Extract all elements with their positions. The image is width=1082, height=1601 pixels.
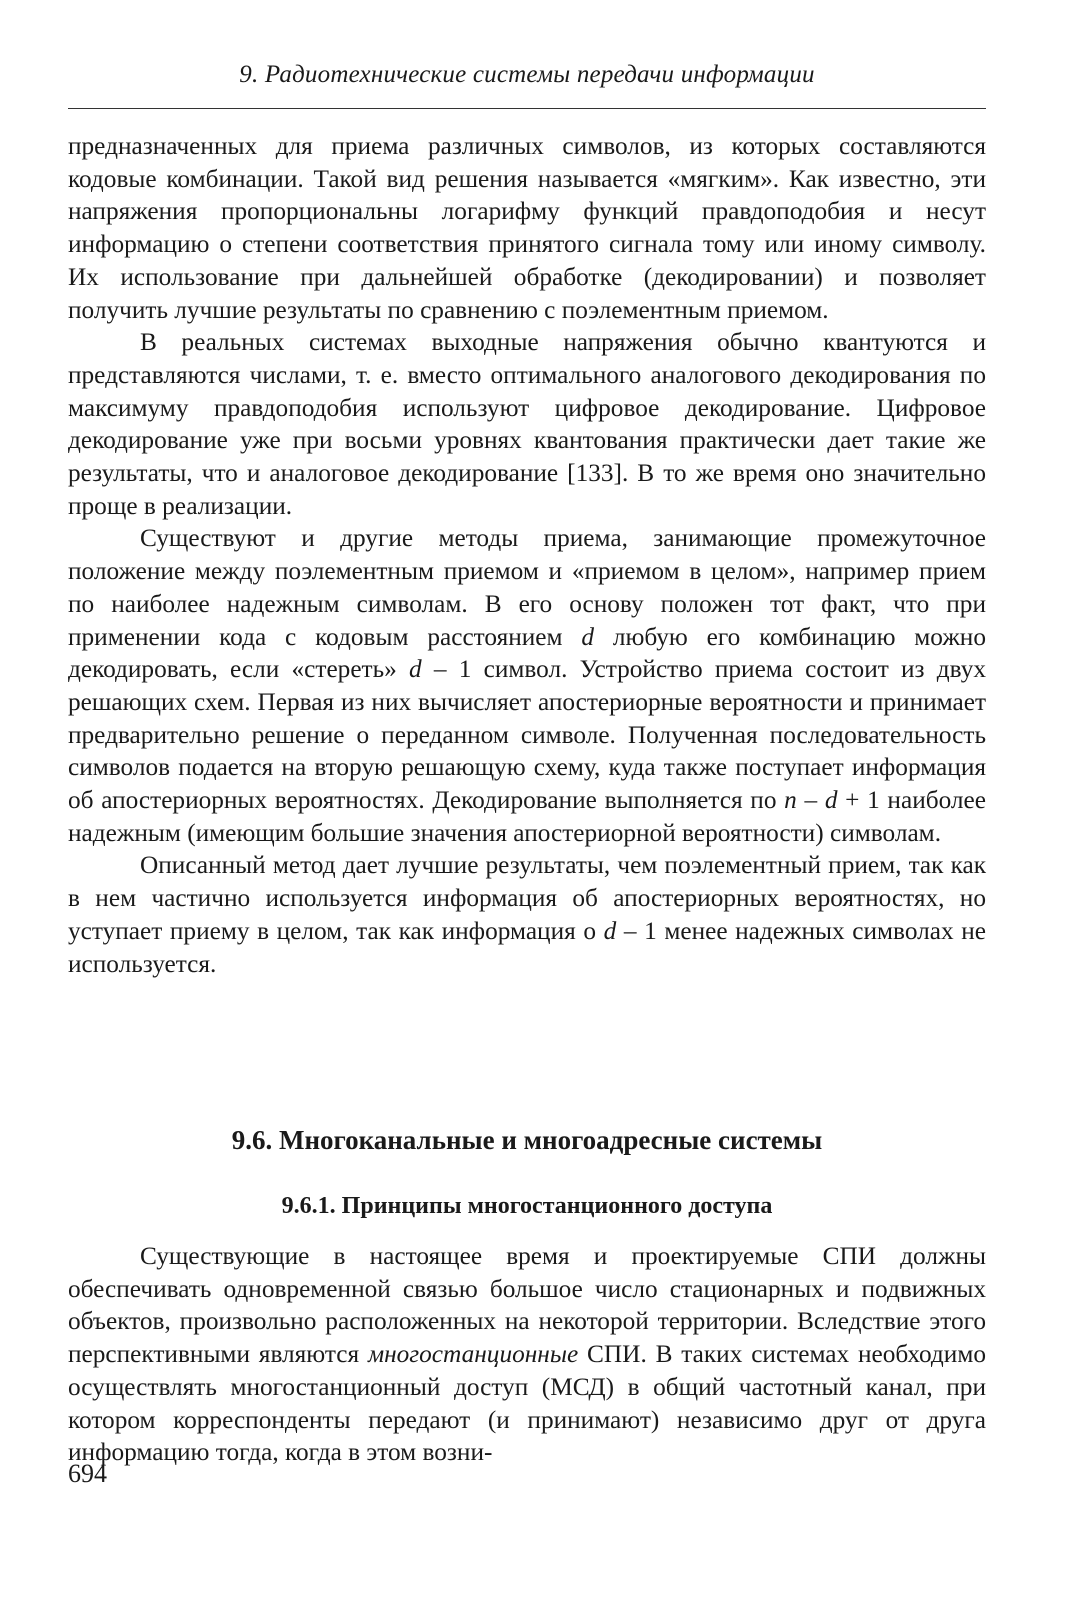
text-run: Существуют и другие методы приема, занимающие промежуточное положение между поэлементным приемом и «приемом в целом», например прием по наиболее надежным символам. В его основу положен тот факт, что при применении кода с кодовым расстоянием	[68, 524, 986, 651]
text-run: СПИ. В таких системах необходимо осуществлять многостанционный доступ (МСД) в общий частотный канал, при котором корреспонденты передают (и принимают) независимо друг от друга информацию тогда, когда в этом возни-	[68, 1340, 986, 1467]
paragraph-continuation	[68, 130, 986, 326]
running-header: 9. Радиотехнические системы передачи информации	[239, 61, 815, 88]
text-run: + 1 наиболее надежным (имеющим большие значения апостериорной вероятности) символам.	[68, 786, 986, 847]
text-run: предназначенных для приема различных символов, из которых составляются кодовые комбинации. Такой вид решения называется «мягким». Как известно, эти напряжения пропорциональны логарифму функций правдоподобия и несут информацию о степени соответствия принятого сигнала тому или иному символу. Их использование при дальнейшей обработке (декодировании) и позволяет получить лучшие результаты по сравнению с поэлементным приемом.	[68, 132, 986, 324]
text-run: любую его комбинацию можно декодировать, если «стереть»	[68, 622, 986, 684]
paragraph	[68, 326, 986, 522]
text-run: – 1 символ. Устройство приема состоит из двух решающих схем. Первая из них вычисляет апостериорные вероятности и принимает предварительно решение о переданном символе. Полученная последовательность символов подается на вторую решающую схему, куда также поступает информация об апостериорных вероятностях. Декодирование выполняется по	[68, 655, 986, 815]
paragraph	[68, 849, 986, 980]
subsection-heading: 9.6.1. Принципы многостанционного доступа	[281, 1193, 773, 1219]
math-variable: n	[784, 786, 797, 815]
math-variable: d	[824, 786, 838, 815]
math-variable: d	[409, 655, 422, 684]
text-run: В реальных системах выходные напряжения обычно квантуются и представляются числами, т. е. вместо оптимального аналогового декодирования по максимуму правдоподобия используют цифровое декодирование. Цифровое декодирование уже при восьми уровнях квантования практически дает такие же результаты, что и аналоговое декодирование [133]. В то же время оно значительно проще в реализации.	[68, 328, 986, 520]
header-rule	[68, 108, 986, 109]
text-run: – 1 менее надежных символах не используется.	[68, 916, 986, 978]
body-text	[68, 130, 986, 980]
math-variable: d	[603, 916, 617, 945]
text-run: Существующие в настоящее время и проектируемые СПИ должны обеспечивать одновременной связью большое число стационарных и подвижных объектов, произвольно расположенных на некоторой территории. Вследствие этого перспективными являются	[68, 1242, 986, 1369]
text-run: Описанный метод дает лучшие результаты, чем поэлементный прием, так как в нем частично используется информация об апостериорных вероятностях, но уступает приему в целом, так как информация о	[68, 851, 986, 945]
section-heading: 9.6. Многоканальные и многоадресные системы	[231, 1125, 823, 1155]
emphasized-term: многостанционные	[367, 1340, 579, 1369]
page-number: 694	[68, 1459, 107, 1488]
math-variable: d	[581, 622, 595, 651]
paragraph	[68, 522, 986, 849]
paragraph	[68, 1240, 986, 1469]
section-body-text	[68, 1240, 986, 1469]
text-run: –	[796, 786, 825, 815]
